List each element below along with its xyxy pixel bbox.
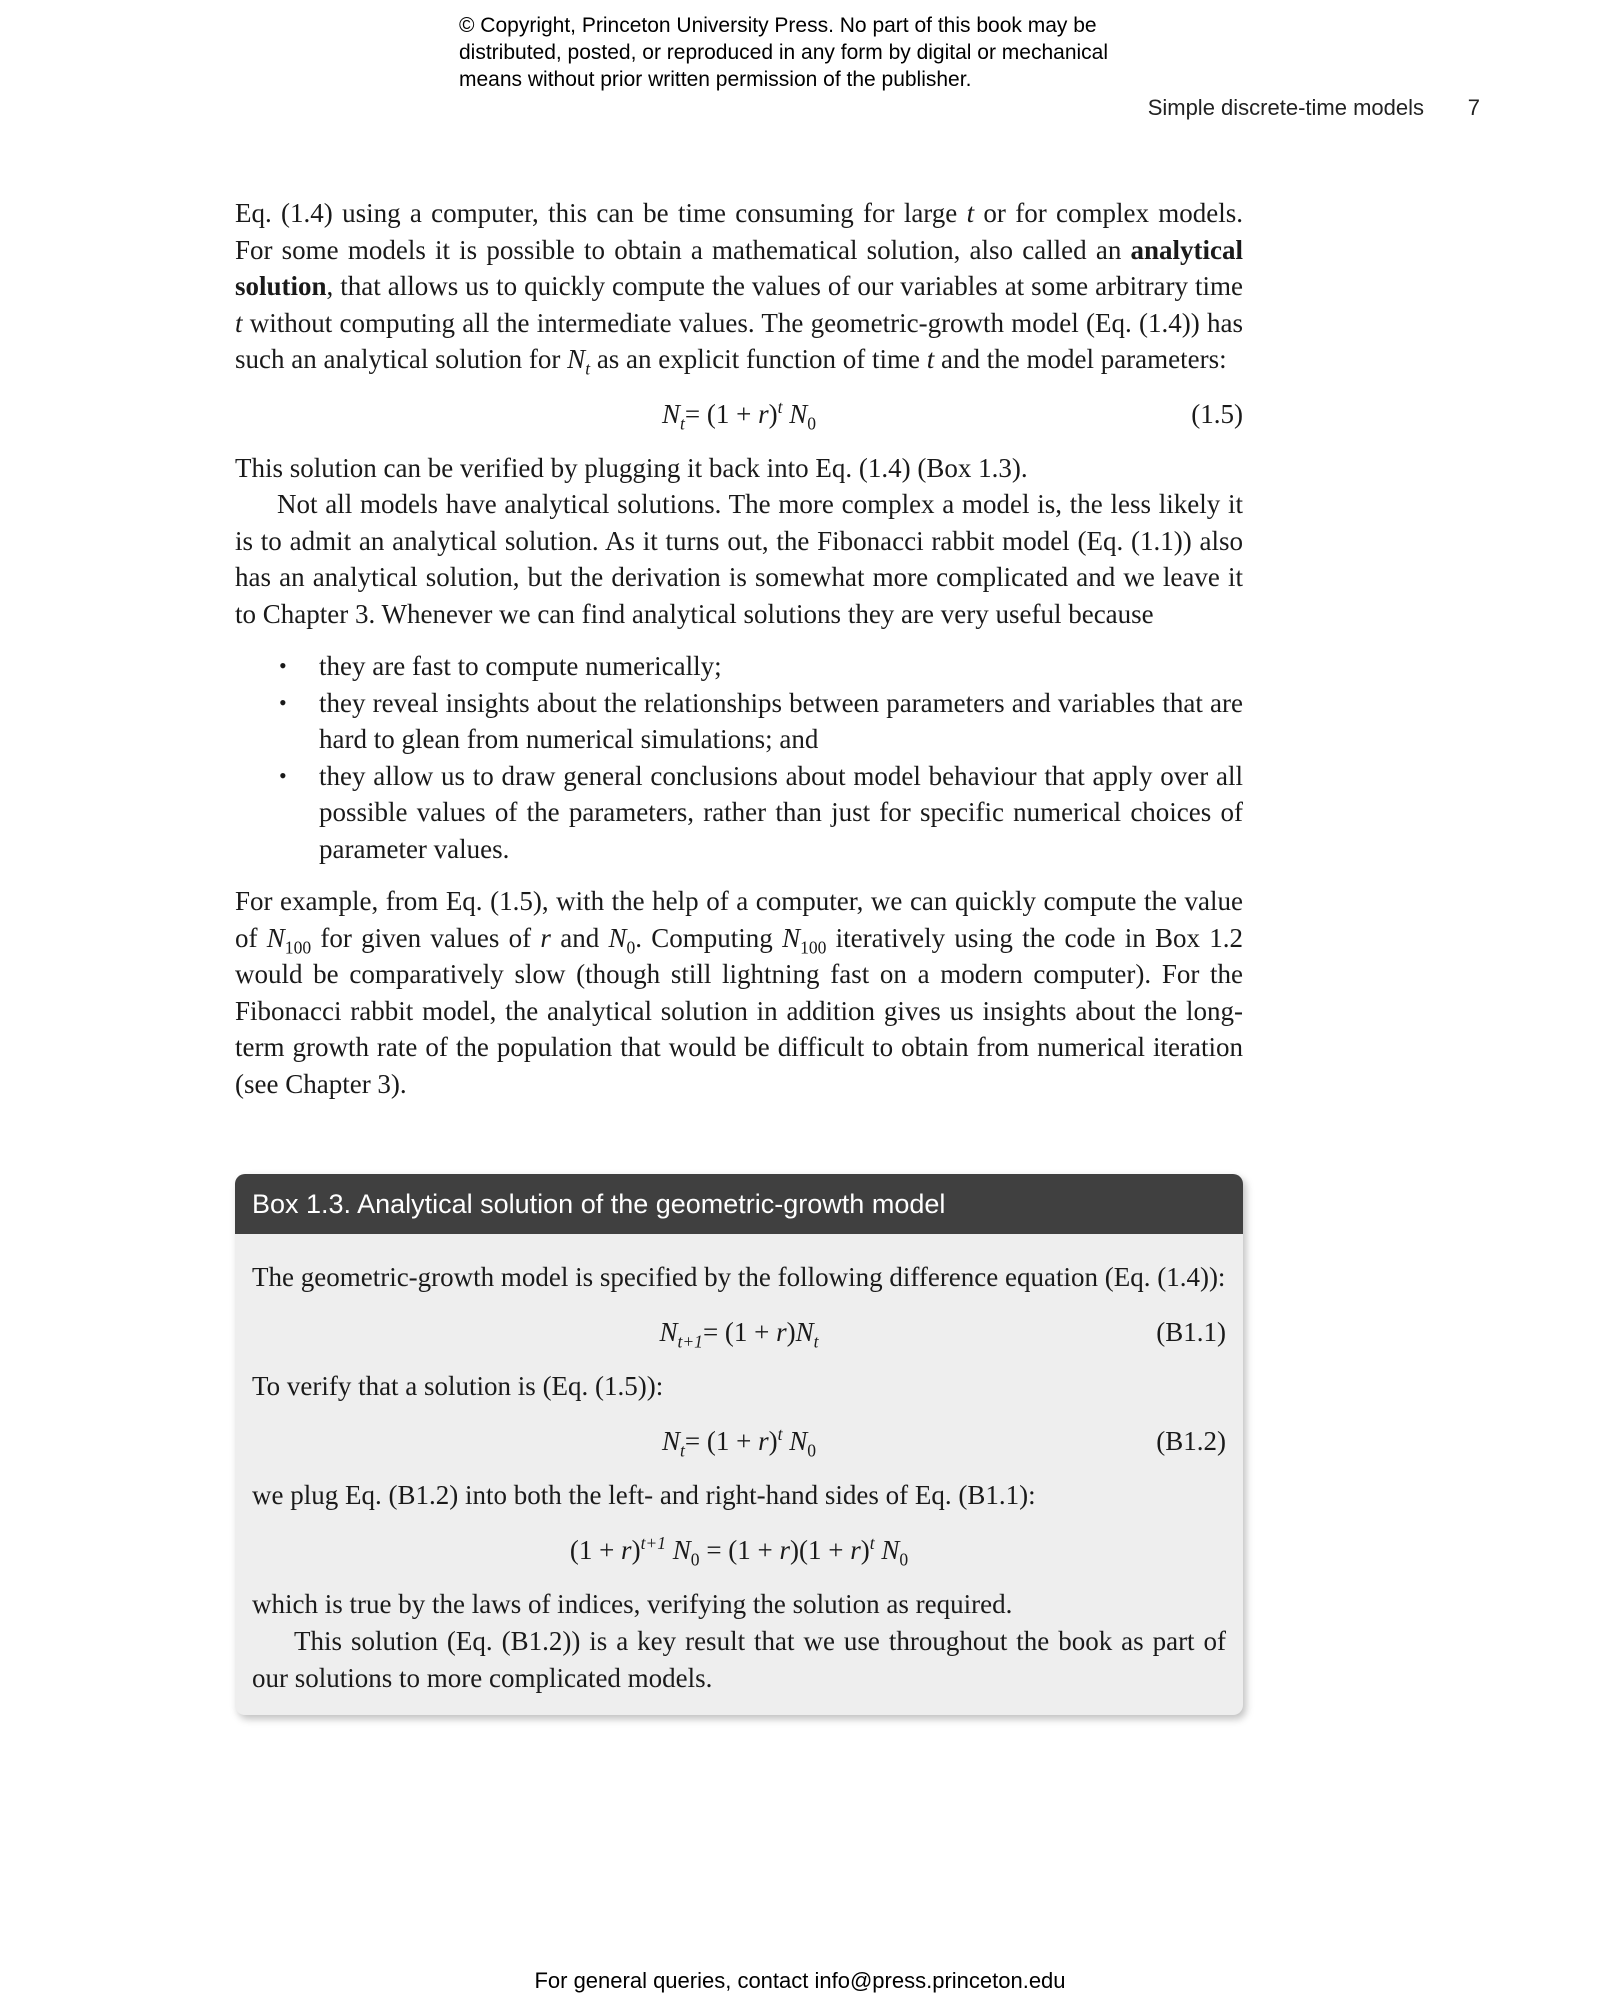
math-op: = (1 +: [684, 1426, 759, 1456]
math-var: N: [567, 344, 586, 374]
paragraph: The geometric-growth model is specified by the following difference equation (Eq. (1.4)):: [252, 1262, 1226, 1292]
math-superscript: t+1: [640, 1533, 667, 1553]
copyright-line: distributed, posted, or reproduced in any form by digital or mechanical: [459, 41, 1109, 64]
math-var: N: [661, 398, 680, 429]
text-run: as an explicit function of time: [590, 344, 927, 374]
math-op: (1 +: [569, 1535, 622, 1565]
text-run: without computing all the intermediate values. The geometric-growth model (Eq. (1.4)) has such an analytical solution for: [235, 307, 1243, 374]
math-var: r: [621, 1535, 632, 1565]
list-item: [279, 758, 1243, 868]
paragraph: To verify that a solution is (Eq. (1.5)):: [252, 1371, 664, 1401]
math-subscript: t: [680, 412, 685, 433]
math-var: t: [926, 344, 935, 374]
math-var: N: [782, 398, 808, 429]
equation-number: (1.5): [1191, 398, 1243, 429]
equation-b1-2: [252, 1423, 1226, 1459]
list-item: [279, 685, 1243, 758]
math-subscript: 100: [800, 936, 827, 957]
math-op: ): [768, 398, 778, 429]
math-op: ): [786, 1317, 796, 1347]
math-subscript: 0: [807, 412, 816, 433]
math-var: r: [850, 1535, 861, 1565]
math-subscript: 0: [690, 1549, 700, 1570]
equation-body: [252, 1423, 1226, 1460]
math-superscript: t: [869, 1533, 875, 1553]
bullet-list: [235, 648, 1243, 867]
box-title: Box 1.3. Analytical solution of the geometric-growth model: [235, 1174, 1243, 1234]
math-var: t: [966, 198, 975, 228]
math-op: = (1 +: [702, 1317, 777, 1347]
equation-1-5: [235, 396, 1243, 432]
paragraph: This solution (Eq. (B1.2)) is a key result that we use throughout the book as part of our solutions to more complicated models.: [252, 1626, 1226, 1693]
list-item: [279, 648, 1243, 685]
box-body: [235, 1234, 1243, 1715]
text-run: or for complex models. For some models it is possible to obtain a mathematical solution, also called an: [235, 198, 1243, 265]
math-var: N: [661, 1426, 680, 1456]
footer-contact: For general queries, contact info@press.princeton.edu: [534, 1968, 1066, 1993]
text-run: and the model parameters:: [934, 344, 1227, 374]
text-run: iteratively using the code in Box 1.2 would be comparatively slow (though still lightning fast on a modern computer). For the Fibonacci rabbit model, the analytical solution in addition gives us insights about the long-term growth rate of the population that would be difficult to obtain from numerical iteration (see Chapter 3).: [235, 922, 1244, 1099]
bullet-icon: •: [279, 653, 287, 678]
text-run: , that allows us to quickly compute the values of our variables at some arbitrary time: [326, 271, 1243, 301]
bullet-icon: •: [279, 689, 287, 715]
math-var: N: [266, 922, 285, 953]
page-number: 7: [1467, 95, 1480, 120]
box-1-3: [235, 1174, 1243, 1715]
equation-number: (B1.1): [1156, 1317, 1226, 1347]
math-var: N: [666, 1535, 691, 1565]
math-subscript: t: [680, 1440, 685, 1461]
paragraph: [235, 883, 1243, 1102]
text-run: for given values of: [311, 922, 541, 953]
math-op: = (1 +: [684, 398, 759, 429]
list-item-text: they are fast to compute numerically;: [319, 651, 722, 681]
text-run: Eq. (1.4) using a computer, this can be time consuming for large: [235, 198, 967, 228]
math-var: N: [608, 922, 627, 953]
math-op: )(1 +: [790, 1535, 851, 1565]
math-var: N: [795, 1317, 814, 1347]
equation-number: (B1.2): [1156, 1426, 1226, 1456]
text-run: . Computing: [635, 922, 783, 953]
math-subscript: t+1: [677, 1331, 703, 1352]
equation-body: [235, 396, 1243, 433]
list-item-text: they reveal insights about the relationships between parameters and variables that are hard to glean from numerical simulations; and: [319, 687, 1243, 754]
paragraph: which is true by the laws of indices, verifying the solution as required.: [252, 1589, 1013, 1619]
math-subscript: t: [813, 1331, 819, 1352]
math-var: N: [782, 922, 801, 953]
math-op: ): [768, 1426, 778, 1456]
math-var: r: [779, 1535, 791, 1565]
math-var: N: [659, 1317, 678, 1347]
math-superscript: t: [777, 396, 783, 417]
equation-plug: [252, 1532, 1226, 1568]
equation-b1-1: [252, 1314, 1226, 1350]
equation-body: [252, 1532, 1226, 1569]
list-item-text: they allow us to draw general conclusions about model behaviour that apply over all possible values of the parameters, rather than just for specific numerical choices of parameter values.: [319, 760, 1243, 864]
math-var: r: [758, 1426, 769, 1456]
paragraph: Not all models have analytical solutions. The more complex a model is, the less likely it is to admit an analytical solution. As it turns out, the Fibonacci rabbit model (Eq. (1.1)) also has an analytical solution, but the derivation is somewhat more complicated and we leave it to Chapter 3. Whenever we can find analytical solutions they are very useful because: [235, 489, 1243, 629]
math-op: ): [860, 1535, 870, 1565]
text-run: For example, from Eq. (1.5), with the help of a computer, we can quickly compute the value of: [235, 886, 1243, 953]
math-subscript: 100: [284, 936, 312, 957]
math-var: N: [782, 1426, 808, 1456]
paragraph: [235, 195, 1243, 378]
math-subscript: 0: [626, 936, 636, 957]
copyright-line: © Copyright, Princeton University Press. No part of this book may be: [459, 14, 1097, 37]
paragraph: This solution can be verified by plugging it back into Eq. (1.4) (Box 1.3).: [235, 452, 1028, 483]
math-var: r: [540, 922, 551, 953]
text-run: and: [550, 922, 609, 953]
math-subscript: t: [585, 358, 591, 379]
math-var: r: [776, 1317, 787, 1347]
math-subscript: 0: [807, 1440, 816, 1461]
math-superscript: t: [777, 1424, 783, 1444]
math-op: ): [631, 1535, 641, 1565]
main-text: [235, 195, 1243, 1102]
bullet-icon: •: [279, 762, 287, 788]
running-head-title: Simple discrete-time models: [1147, 95, 1424, 120]
term-analytical-solution: analytical solution: [235, 234, 1243, 301]
copyright-notice: [459, 12, 1179, 93]
math-op: = (1 +: [699, 1535, 780, 1565]
math-var: t: [235, 307, 243, 338]
math-var: N: [874, 1535, 900, 1565]
paragraph: we plug Eq. (B1.2) into both the left- and right-hand sides of Eq. (B1.1):: [252, 1480, 1036, 1510]
copyright-line: means without prior written permission of the publisher.: [459, 68, 972, 91]
math-var: r: [758, 398, 769, 429]
equation-body: [252, 1314, 1226, 1351]
math-subscript: 0: [899, 1549, 909, 1570]
